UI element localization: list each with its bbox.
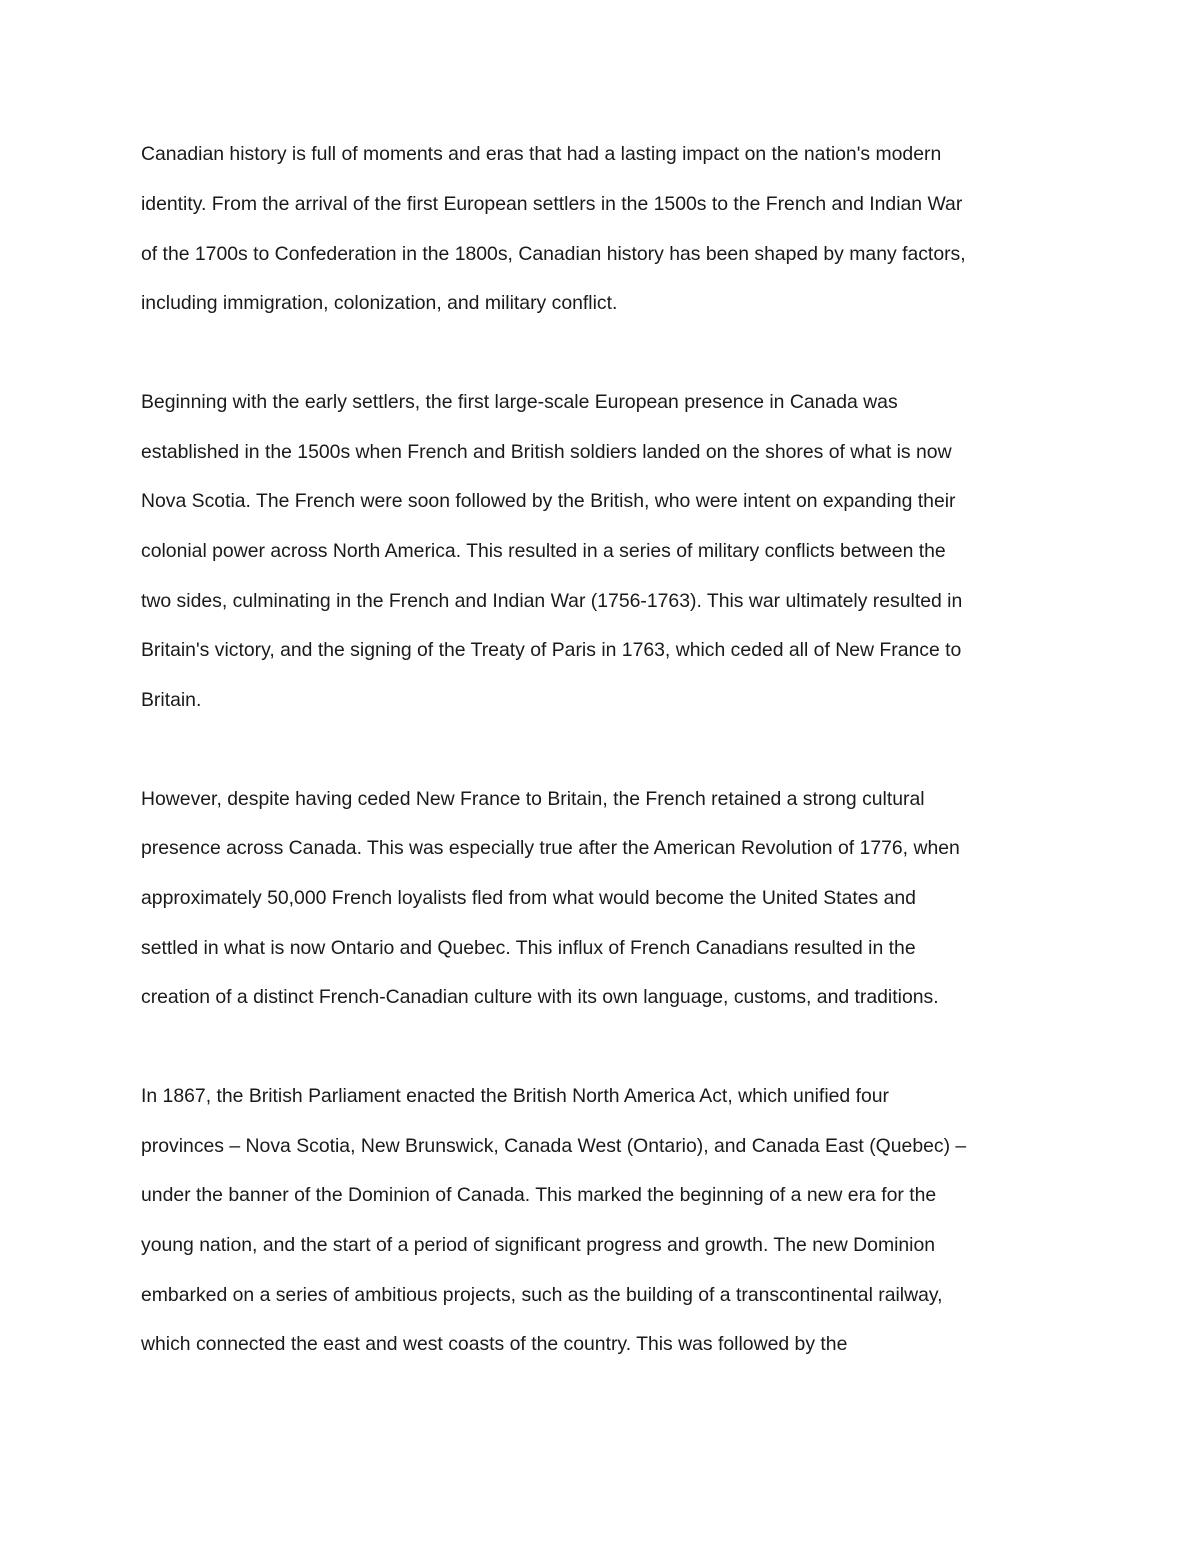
text-line: colonial power across North America. This resulted in a series of military conflicts between the (141, 540, 946, 562)
text-line: under the banner of the Dominion of Canada. This marked the beginning of a new era for the (141, 1184, 937, 1206)
text-line: young nation, and the start of a period of significant progress and growth. The new Dominion (141, 1234, 936, 1256)
text-line: Nova Scotia. The French were soon followed by the British, who were intent on expanding their (141, 490, 956, 512)
text-line: including immigration, colonization, and military conflict. (141, 292, 618, 314)
text-line: Canadian history is full of moments and eras that had a lasting impact on the nation's modern (141, 143, 942, 165)
text-line: provinces – Nova Scotia, New Brunswick, Canada West (Ontario), and Canada East (Quebec) – (141, 1135, 967, 1157)
text-line: creation of a distinct French-Canadian culture with its own language, customs, and traditions. (141, 986, 939, 1008)
text-line: identity. From the arrival of the first European settlers in the 1500s to the French and Indian War (141, 193, 963, 215)
text-line: In 1867, the British Parliament enacted the British North America Act, which unified four (141, 1085, 889, 1107)
text-line: settled in what is now Ontario and Quebec. This influx of French Canadians resulted in the (141, 937, 916, 959)
text-line: approximately 50,000 French loyalists fled from what would become the United States and (141, 887, 916, 909)
text-line: Britain's victory, and the signing of the Treaty of Paris in 1763, which ceded all of New France to (141, 639, 962, 661)
text-line: embarked on a series of ambitious projects, such as the building of a transcontinental railway, (141, 1284, 943, 1306)
text-line: which connected the east and west coasts of the country. This was followed by the (141, 1333, 848, 1355)
text-line: of the 1700s to Confederation in the 1800s, Canadian history has been shaped by many factors, (141, 243, 966, 265)
text-line: Beginning with the early settlers, the first large-scale European presence in Canada was (141, 391, 898, 413)
text-line: Britain. (141, 689, 202, 711)
text-line: two sides, culminating in the French and Indian War (1756-1763). This war ultimately resulted in (141, 590, 963, 612)
text-line: However, despite having ceded New France to Britain, the French retained a strong cultural (141, 788, 925, 810)
text-line: presence across Canada. This was especially true after the American Revolution of 1776, when (141, 837, 960, 859)
text-line: established in the 1500s when French and British soldiers landed on the shores of what is now (141, 441, 952, 463)
